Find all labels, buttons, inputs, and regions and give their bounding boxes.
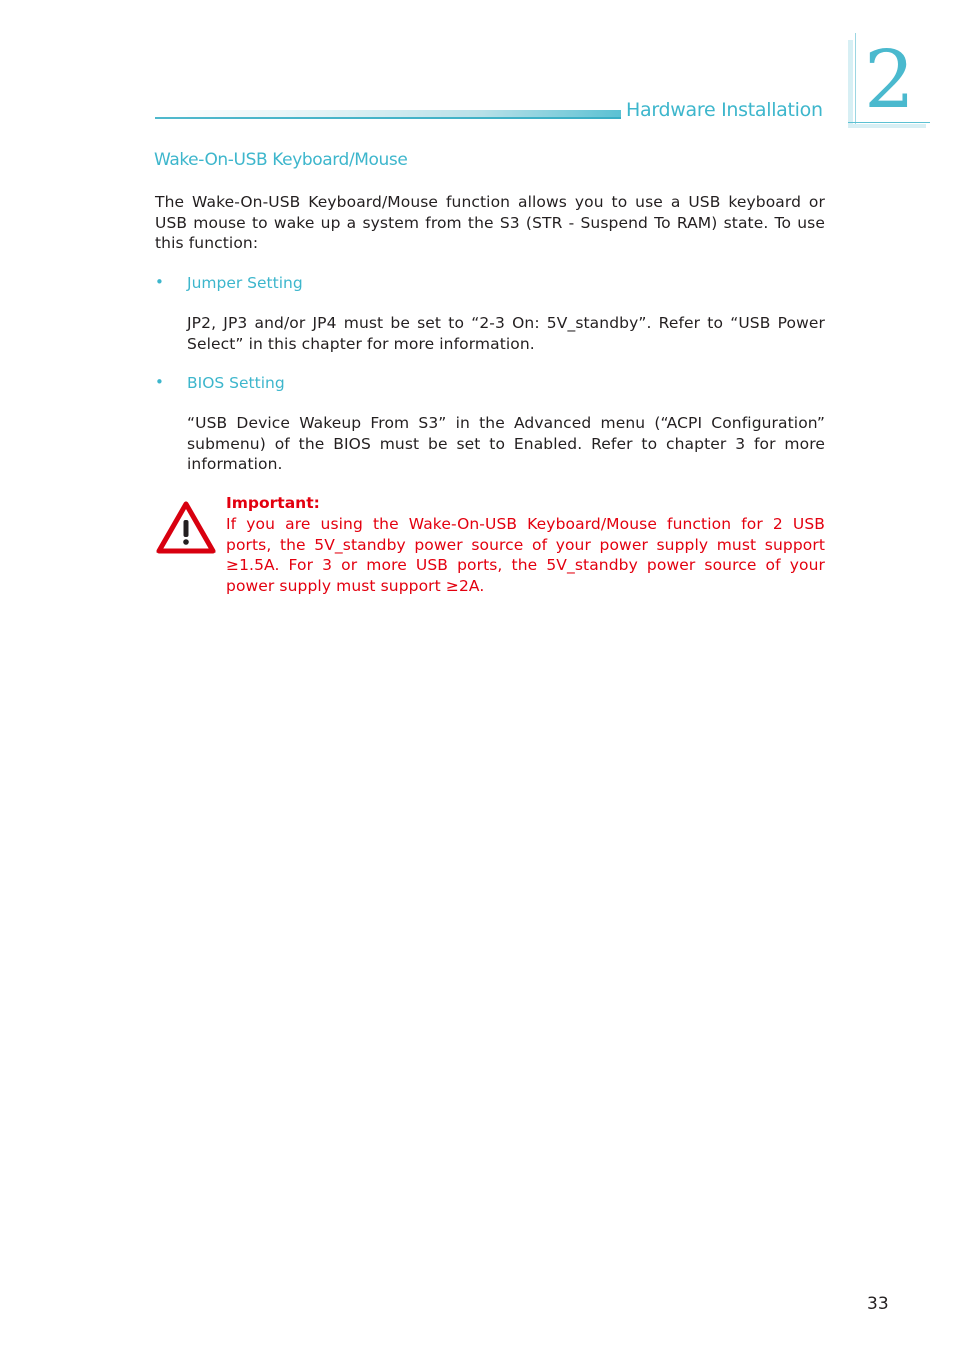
important-paragraph: If you are using the Wake-On-USB Keyboard/Mouse function for 2 USB ports, the 5V_standby power source of your power supply must support ≥1.5A. For 3 or more USB ports, the 5V_standby power source of your power supply must support ≥2A. <box>226 515 825 595</box>
bullet-marker: • <box>155 373 164 391</box>
bullet-jumper-setting: Jumper Setting <box>187 274 303 292</box>
chapter-tab-shadow <box>848 40 853 128</box>
page-number: 33 <box>867 1294 889 1314</box>
bios-setting-paragraph: “USB Device Wakeup From S3” in the Advanced menu (“ACPI Configuration” submenu) of the BIOS must be set to Enabled. Refer to chapter 3 for more information. <box>187 414 825 473</box>
chapter-number: 2 <box>864 33 915 126</box>
header-rule <box>155 117 621 119</box>
important-label: Important: <box>226 494 320 512</box>
jumper-setting-paragraph: JP2, JP3 and/or JP4 must be set to “2-3 On: 5V_standby”. Refer to “USB Power Select” in this chapter for more information. <box>187 314 825 353</box>
chapter-tab-border <box>855 33 856 125</box>
intro-paragraph: The Wake-On-USB Keyboard/Mouse function allows you to use a USB keyboard or USB mouse to wake up a system from the S3 (STR - Suspend To RAM) state. To use this function: <box>155 193 825 252</box>
warning-triangle-icon <box>155 500 217 554</box>
section-header: Hardware Installation <box>626 99 823 121</box>
bullet-marker: • <box>155 273 164 291</box>
page-title: Wake-On-USB Keyboard/Mouse <box>154 150 408 170</box>
bullet-bios-setting: BIOS Setting <box>187 374 285 392</box>
